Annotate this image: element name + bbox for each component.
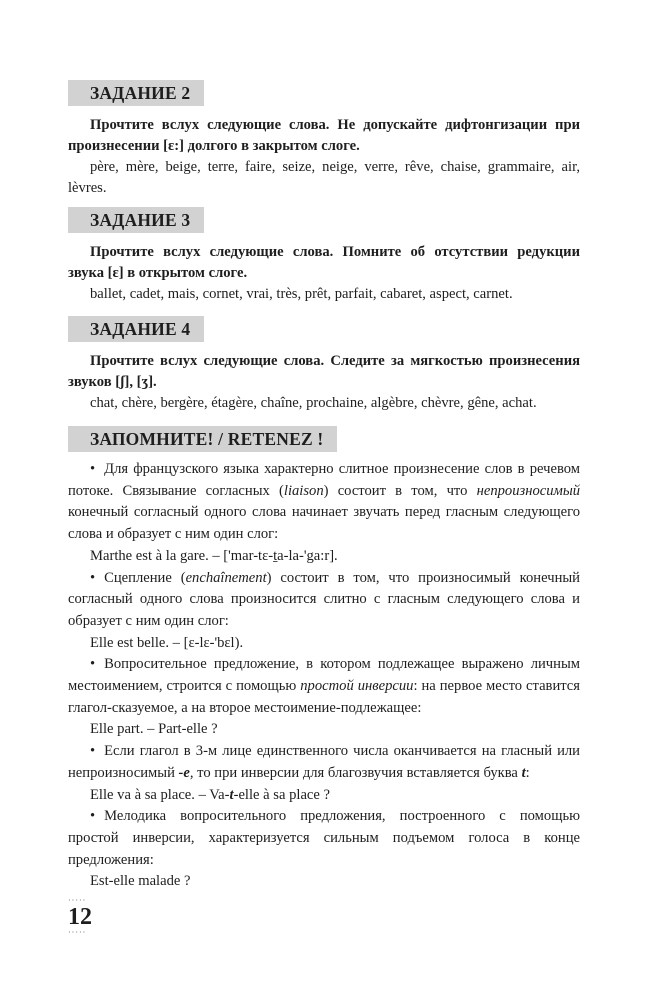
text: -elle à sa place ?: [233, 786, 331, 803]
task-4-instruction: Прочтите вслух следующие слова. Следите за мягкостью произнесения звуков [ʃ], [ʒ].: [68, 353, 580, 390]
bullet-icon: •: [90, 656, 96, 673]
remember-heading: ЗАПОМНИТЕ! / RETENEZ !: [68, 426, 337, 452]
page-number: 12: [68, 904, 92, 930]
task-2-instruction: Прочтите вслух следующие слова. Не допускайте дифтонгизации при произнесении [ɛ:] долгого в закрытом слоге.: [68, 117, 580, 154]
example-inversion: Elle part. – Part-elle ?: [90, 721, 218, 738]
term: enchaînement: [185, 569, 267, 586]
rule-enchainement: [68, 568, 580, 633]
text: : на первое место ставится глагол-сказуемое, а на второе местоимение-подлежащее:: [68, 678, 581, 716]
rule-intonation: [68, 806, 580, 871]
example-liaison: Marthe est à la gare. – ['mar-tɛ-t̠a-la-'ga:r].: [90, 547, 338, 564]
text: ) состоит в том, что: [323, 482, 477, 499]
text: ) состоит в том, что произносимый конечный согласный одного слова произносится слитно с гласным следующего слова и образует с ним один слог:: [68, 569, 580, 629]
rule-inversion: [68, 654, 580, 719]
rule-liaison: [68, 459, 580, 546]
task-2-heading: ЗАДАНИЕ 2: [68, 80, 204, 106]
term: t: [521, 764, 526, 781]
divider: ·····: [68, 896, 87, 905]
example-euphonic-t: [68, 785, 580, 807]
text: , то при инверсии для благозвучия вставляется буква: [189, 764, 522, 781]
term: t: [229, 786, 234, 803]
term: -e: [178, 764, 190, 781]
text: конечный согласный одного слова начинает звучать перед гласным следующего слова и образует с ним один слог:: [68, 504, 580, 543]
task-3-words: ballet, cadet, mais, cornet, vrai, très, prêt, parfait, cabaret, aspect, carnet.: [90, 286, 513, 302]
text: Для французского языка характерно слитное произнесение слов в речевом потоке. Связывание согласных (: [68, 461, 580, 499]
remember-section: [68, 426, 580, 893]
task-4-words: chat, chère, bergère, étagère, chaîne, prochaine, algèbre, chèvre, gêne, achat.: [90, 395, 537, 411]
task-2: [68, 80, 580, 199]
task-4: [68, 316, 580, 414]
text: Вопросительное предложение, в котором подлежащее выражено личным местоимением, строится с помощью: [68, 656, 580, 695]
task-4-heading: ЗАДАНИЕ 4: [68, 316, 204, 342]
rule-euphonic-t: [68, 741, 580, 784]
bullet-icon: •: [90, 461, 96, 477]
term: liaison: [283, 482, 324, 499]
example-intonation: Est-elle malade ?: [90, 873, 191, 890]
task-2-words: père, mère, beige, terre, faire, seize, neige, verre, rêve, chaise, grammaire, air, lèvres.: [68, 159, 580, 196]
example-enchainement: Elle est belle. – [ɛ-lɛ-'bɛl).: [90, 634, 244, 651]
task-3-heading: ЗАДАНИЕ 3: [68, 207, 204, 233]
text: Мелодика вопросительного предложения, построенного с помощью простой инверсии, характеризуется сильным подъемом голоса в конце предложения:: [68, 808, 580, 868]
text: :: [525, 764, 530, 781]
bullet-icon: •: [90, 808, 96, 825]
task-3: [68, 207, 580, 305]
page-number-block: [68, 898, 94, 936]
term: простой инверсии: [300, 678, 414, 695]
text: Elle va à sa place. – Va-: [90, 786, 230, 803]
divider: ·····: [68, 928, 87, 937]
bullet-icon: •: [90, 743, 96, 760]
task-3-instruction: Прочтите вслух следующие слова. Помните об отсутствии редукции звука [ɛ] в открытом слоге.: [68, 244, 580, 281]
text: Если глагол в 3-м лице единственного числа оканчивается на гласный или непроизносимый: [68, 743, 580, 781]
term: непроизносимый: [476, 482, 581, 499]
bullet-icon: •: [90, 569, 96, 586]
text: Сцепление (: [104, 569, 186, 586]
